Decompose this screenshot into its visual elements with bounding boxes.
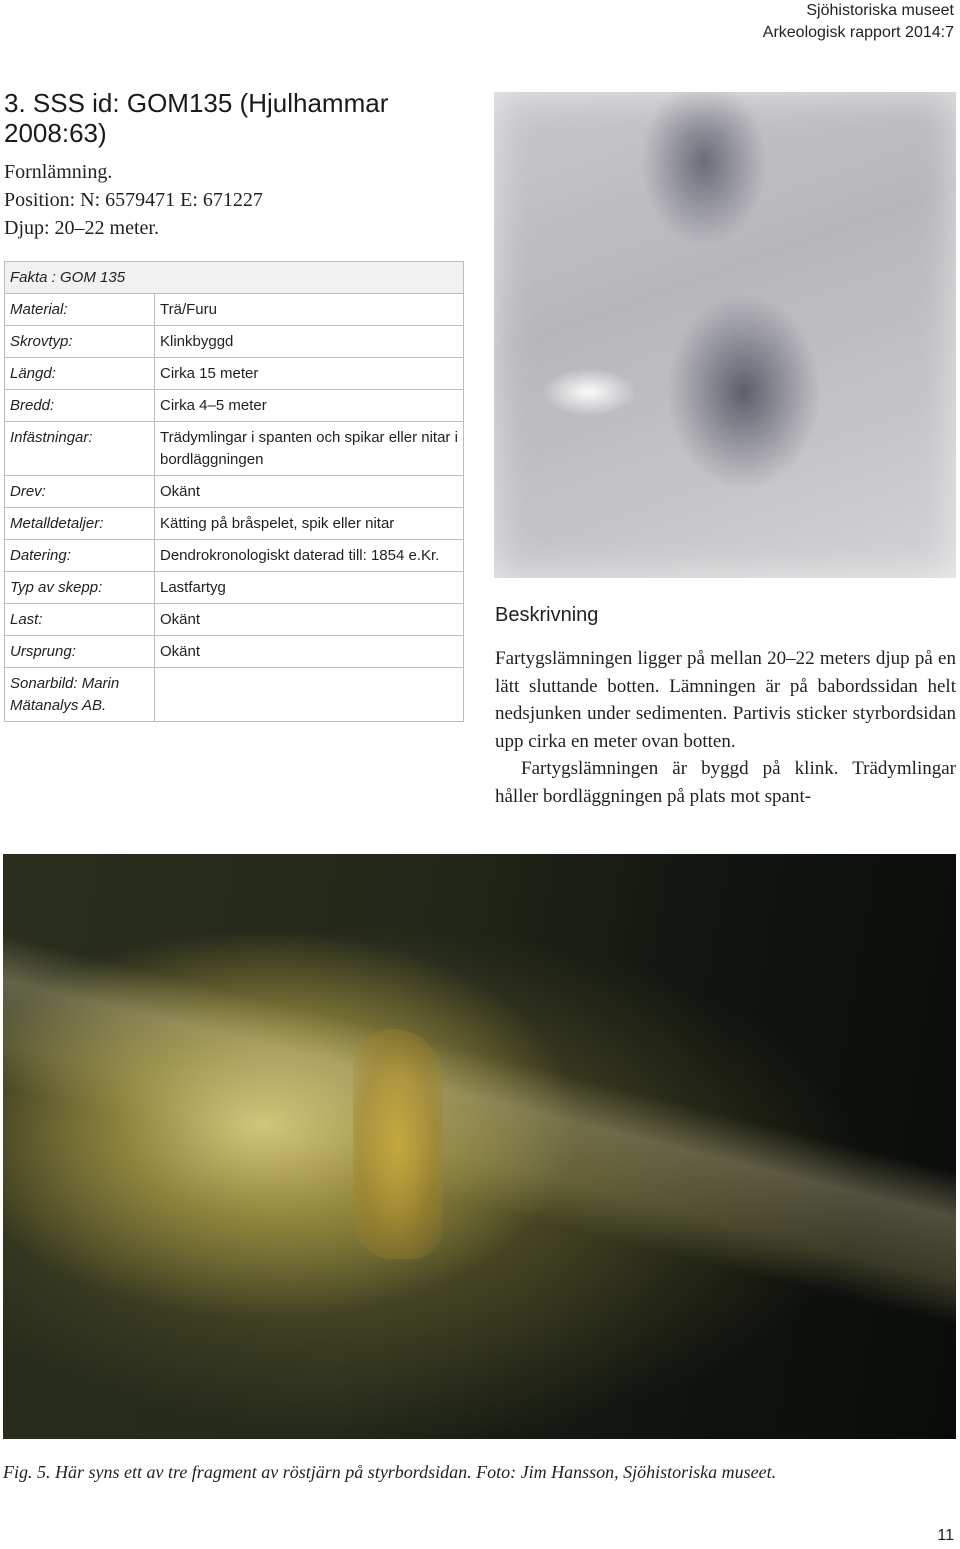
figure-caption: Fig. 5. Här syns ett av tre fragment av röstjärn på styrbordsidan. Foto: Jim Hansson, Sjöhistoriska museet.: [3, 1462, 777, 1482]
facts-row: [5, 326, 464, 358]
description-heading: Beskrivning: [495, 604, 599, 626]
intro-status: Fornlämning.: [4, 161, 113, 183]
facts-value: Okänt: [155, 476, 464, 508]
facts-key: Längd:: [5, 358, 155, 390]
hull-plank-shape: [3, 924, 956, 1336]
sonar-image-vignette: [494, 92, 956, 578]
facts-value: Klinkbyggd: [155, 326, 464, 358]
facts-value: Lastfartyg: [155, 572, 464, 604]
facts-value: Okänt: [155, 636, 464, 668]
facts-row: [5, 668, 464, 722]
facts-value: [155, 668, 464, 722]
page-number: 11: [937, 1527, 954, 1544]
facts-value: Kätting på bråspelet, spik eller nitar: [155, 508, 464, 540]
intro-position: Position: N: 6579471 E: 671227: [4, 189, 263, 211]
facts-value: Cirka 4–5 meter: [155, 390, 464, 422]
facts-row: [5, 476, 464, 508]
facts-row: [5, 422, 464, 476]
facts-heading: Fakta : GOM 135: [5, 262, 464, 294]
facts-row: [5, 572, 464, 604]
iron-fragment-shape: [353, 1029, 443, 1259]
description-paragraph-1: Fartygslämningen ligger på mellan 20–22 meters djup på en lätt sluttande botten. Lämningen är på babordssidan helt nedsjunken under sedimenten. Partivis sticker styrbordsidan upp cirka en meter ovan botten.: [495, 648, 956, 752]
facts-key: Last:: [5, 604, 155, 636]
facts-key: Typ av skepp:: [5, 572, 155, 604]
intro-depth: Djup: 20–22 meter.: [4, 217, 159, 239]
description-paragraph-2: Fartygslämningen är byggd på klink. Trädymlingar håller bordläggningen på plats mot spant-: [495, 758, 956, 807]
site-intro: [4, 158, 263, 242]
facts-key: Bredd:: [5, 390, 155, 422]
facts-value: Okänt: [155, 604, 464, 636]
facts-key: Ursprung:: [5, 636, 155, 668]
facts-value: Trä/Furu: [155, 294, 464, 326]
facts-key: Infästningar:: [5, 422, 155, 476]
facts-key: Drev:: [5, 476, 155, 508]
running-header: [763, 0, 954, 44]
facts-table: [4, 261, 464, 722]
section-title: 3. SSS id: GOM135 (Hjulhammar 2008:63): [4, 88, 389, 148]
facts-row: [5, 508, 464, 540]
facts-row: [5, 358, 464, 390]
header-museum: Sjöhistoriska museet: [806, 2, 954, 19]
facts-value: Trädymlingar i spanten och spikar eller nitar i bordläggningen: [155, 422, 464, 476]
facts-key: Material:: [5, 294, 155, 326]
facts-key: Skrovtyp:: [5, 326, 155, 358]
facts-header-row: [5, 262, 464, 294]
facts-row: [5, 604, 464, 636]
facts-row: [5, 294, 464, 326]
facts-row: [5, 540, 464, 572]
facts-key: Datering:: [5, 540, 155, 572]
facts-key: Sonarbild: Marin Mätanalys AB.: [5, 668, 155, 722]
sonar-image: [494, 92, 956, 578]
header-report: Arkeologisk rapport 2014:7: [762, 24, 954, 41]
facts-row: [5, 636, 464, 668]
facts-value: Cirka 15 meter: [155, 358, 464, 390]
description-text: [495, 645, 956, 810]
underwater-photo: [3, 854, 956, 1439]
facts-row: [5, 390, 464, 422]
facts-value: Dendrokronologiskt daterad till: 1854 e.Kr.: [155, 540, 464, 572]
facts-key: Metalldetaljer:: [5, 508, 155, 540]
